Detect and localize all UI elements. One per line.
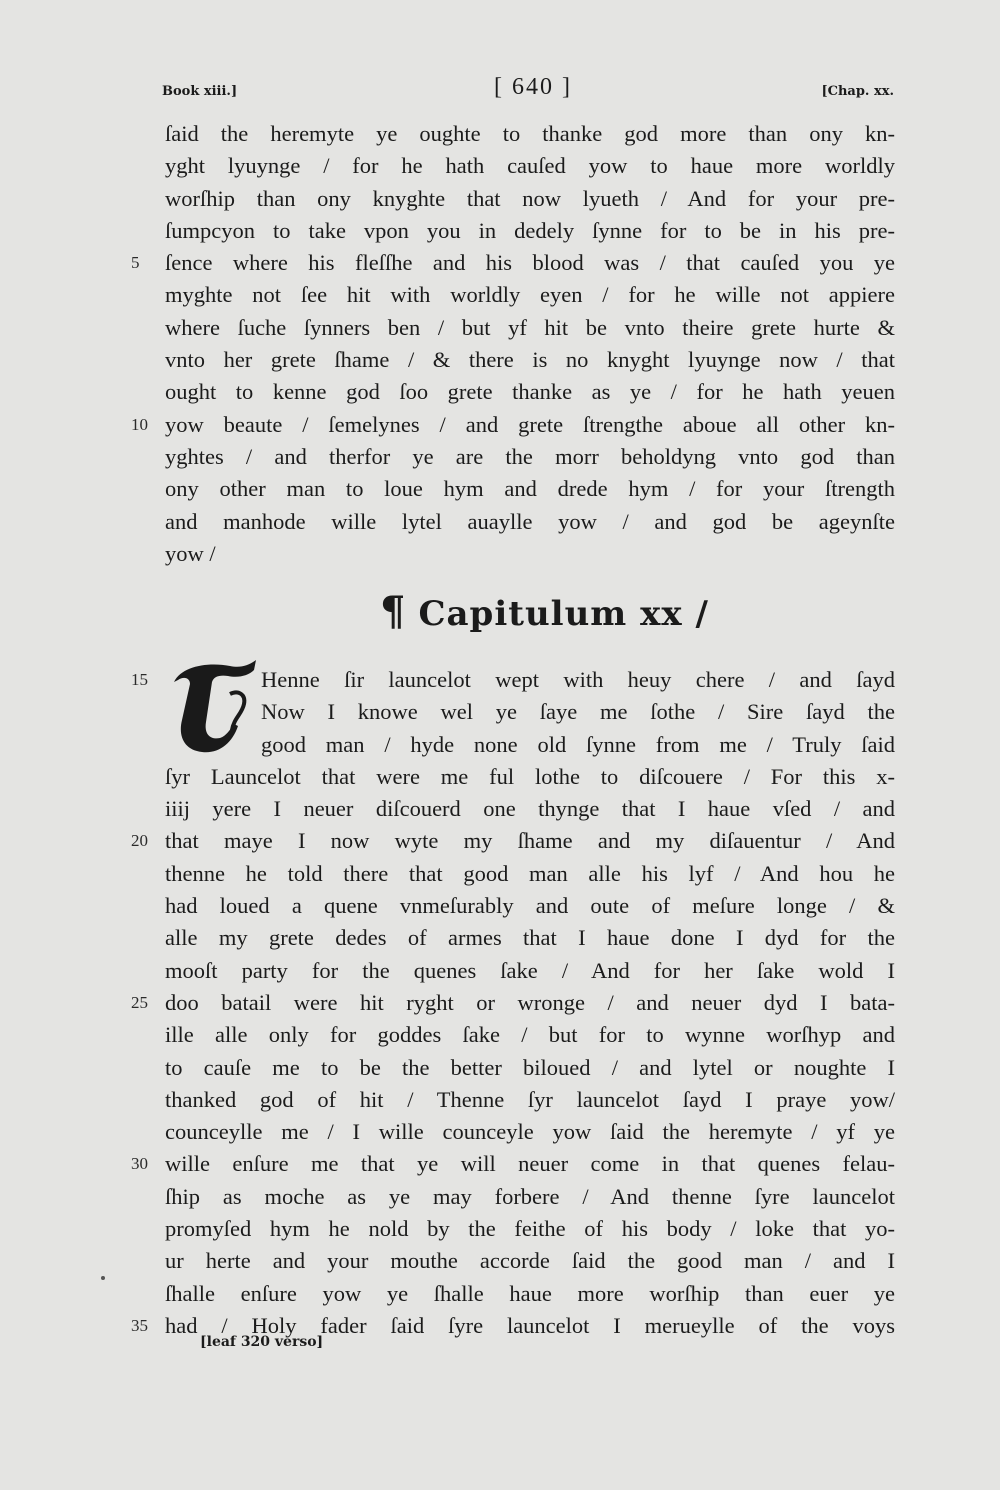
line-number: 5 [131, 253, 140, 273]
text-line [165, 506, 895, 538]
text-line [165, 955, 895, 987]
line-text: thanked god of hit / Thenne ſyr launcelot ſayd I praye yow/ [165, 1086, 895, 1112]
line-text: doo batail were hit ryght or wronge / and neuer dyd I bata- [165, 989, 895, 1015]
line-text: promyſed hym he nold by the feithe of his body / loke that yo- [165, 1216, 895, 1242]
text-line [165, 1181, 895, 1213]
line-number: 15 [131, 670, 148, 689]
text-line [165, 793, 895, 825]
line-text: thenne he told there that good man alle his lyf / And hou he [165, 860, 895, 886]
line-number: 10 [131, 414, 148, 434]
line-text: had / Holy fader ſaid ſyre launcelot I merueylle of the voys [165, 1312, 895, 1338]
line-text: yow / [165, 540, 216, 566]
line-text: yow beaute / ſemelynes / and grete ſtrengthe aboue all other kn- [165, 411, 895, 437]
line-text: ſhalle enſure yow ye ſhalle haue more worſhip than euer ye [165, 1280, 895, 1306]
text-line [165, 183, 895, 215]
text-line [165, 761, 895, 793]
line-text: and manhode wille lytel auaylle yow / and god be ageynſte [165, 508, 895, 534]
text-line [131, 987, 895, 1019]
line-number: 20 [131, 831, 148, 851]
text-line [165, 1278, 895, 1310]
text-line [165, 1052, 895, 1084]
text-line [165, 922, 895, 954]
text-line [131, 247, 895, 279]
chapter-title: Capitulum xx / [418, 594, 709, 634]
line-text: myghte not ſee hit with worldly eyen / for he wille not appiere [165, 282, 895, 308]
line-text: where ſuche ſynners ben / but yf hit be vnto theire grete hurte & [165, 314, 895, 340]
line-text: vnto her grete ſhame / & there is no knyght lyuynge now / that [165, 347, 895, 373]
text-line [165, 858, 895, 890]
text-line [165, 441, 895, 473]
leaf-note: [leaf 320 verso] [200, 1334, 324, 1350]
page-speck [101, 1276, 105, 1280]
text-line [165, 1116, 895, 1148]
text-line [131, 1148, 895, 1180]
line-text: ſhip as moche as ye may forbere / And thenne ſyre launcelot [165, 1183, 895, 1209]
line-text: yghtes / and therfor ye are the morr beholdyng vnto god than [165, 443, 895, 469]
line-text: ſumpcyon to take vpon you in dedely ſynne for to be in his pre- [165, 217, 895, 243]
text-line [165, 376, 895, 408]
text-line [131, 409, 895, 441]
line-text: iiij yere I neuer diſcouerd one thynge that I haue vſed / and [165, 796, 895, 822]
line-text: good man / hyde none old ſynne from me / Truly ſaid [261, 731, 895, 757]
line-text: to cauſe me to be the better biloued / and lytel or noughte I [165, 1054, 895, 1080]
line-text: counceylle me / I wille counceyle yow ſaid the heremyte / yf ye [165, 1119, 895, 1145]
line-text: ur herte and your mouthe accorde ſaid the good man / and I [165, 1248, 895, 1274]
text-line [165, 1245, 895, 1277]
line-number: 35 [131, 1315, 148, 1335]
chapter-heading [380, 588, 709, 635]
text-line [165, 312, 895, 344]
line-text: ſence where his fleſſhe and his blood was / that cauſed you ye [165, 250, 895, 276]
text-line [165, 1084, 895, 1116]
text-line [165, 729, 895, 761]
text-block-lower [131, 664, 895, 1342]
line-text: had loued a quene vnmeſurably and oute of meſure longe / & [165, 893, 895, 919]
text-line [165, 344, 895, 376]
text-line [165, 696, 895, 728]
text-line [165, 279, 895, 311]
text-line [165, 473, 895, 505]
text-line [165, 890, 895, 922]
line-text: wille enſure me that ye will neuer come in that quenes felau- [165, 1151, 895, 1177]
line-text: ille alle only for goddes ſake / but for to wynne worſhyp and [165, 1022, 895, 1048]
line-text: alle my grete dedes of armes that I haue done I dyd for the [165, 925, 895, 951]
line-text: yght lyuynge / for he hath cauſed yow to haue more worldly [165, 153, 895, 179]
running-head-book: Book xiii.] [162, 84, 238, 99]
running-head-chapter: [Chap. xx. [821, 84, 894, 99]
line-text: mooſt party for the quenes ſake / And for her ſake wold I [165, 957, 895, 983]
page-number: [ 640 ] [494, 74, 572, 100]
text-line [165, 215, 895, 247]
line-number: 30 [131, 1154, 148, 1174]
line-text: ſyr Launcelot that were me ful lothe to diſcouere / For this x- [165, 763, 895, 789]
pilcrow-mark: ¶ [380, 588, 407, 635]
line-text: ought to kenne god ſoo grete thanke as ye / for he hath yeuen [165, 379, 895, 405]
text-line [165, 118, 895, 150]
text-line [165, 1019, 895, 1051]
line-number: 25 [131, 992, 148, 1012]
line-text: Now I knowe wel ye ſaye me ſothe / Sire ſayd the [261, 699, 895, 725]
text-line [165, 150, 895, 182]
line-text: worſhip than ony knyghte that now lyueth / And for your pre- [165, 185, 895, 211]
text-block-upper [131, 118, 895, 570]
text-line [165, 538, 895, 570]
line-text: ony other man to loue hym and drede hym / for your ſtrength [165, 476, 895, 502]
line-text: ſaid the heremyte ye oughte to thanke god more than ony kn- [165, 121, 895, 146]
text-line [131, 664, 895, 696]
line-text: Henne ſir launcelot wept with heuy chere / and ſayd [261, 667, 895, 692]
line-text: that maye I now wyte my ſhame and my diſauentur / And [165, 828, 895, 854]
text-line [131, 825, 895, 857]
text-line [165, 1213, 895, 1245]
